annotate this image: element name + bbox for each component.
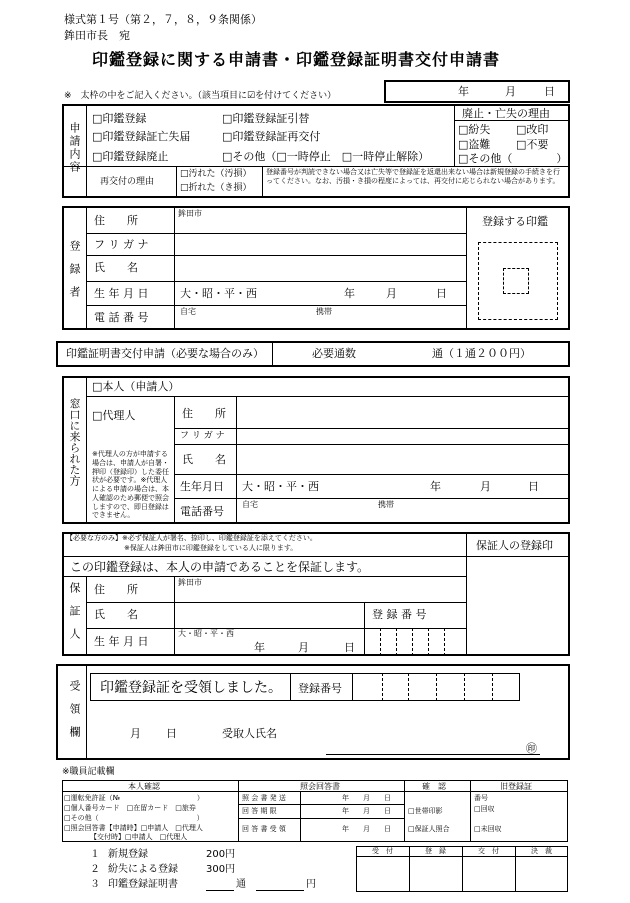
counter-furigana-label: フ リ ガ ナ xyxy=(180,431,225,441)
reg-birth-day: 日 xyxy=(436,287,447,300)
gua-birth-month: 月 xyxy=(298,641,309,654)
fee1-name: 新規登録 xyxy=(108,849,148,860)
staff-check-guarantor[interactable]: □保証人照合 xyxy=(408,825,450,833)
counter-phone-label: 電話番号 xyxy=(180,505,224,518)
opt-lost[interactable]: □印鑑登録証亡失届 xyxy=(92,130,191,143)
reg-seal-title: 登録する印鑑 xyxy=(482,215,548,228)
receipt-receiver-label: 受取人氏名 xyxy=(222,727,277,740)
receipt-statement: 印鑑登録証を受領しました。 xyxy=(100,680,282,696)
receipt-seal-mark: ㊞ xyxy=(526,742,537,755)
reg-furigana-label: フ リ ガ ナ xyxy=(94,238,149,251)
staff-inq-deadline: 回 答 期 限 xyxy=(242,807,277,815)
certificate-copies-unit[interactable]: 通（１通２００円） xyxy=(432,347,531,360)
receipt-day: 日 xyxy=(166,727,177,740)
staff-inq-sent-date[interactable]: 年 月 日 xyxy=(342,794,391,802)
guarantor-seal-title: 保証人の登録印 xyxy=(476,539,553,552)
instruction-text: ※ 太枠の中をご記入ください。（該当項目に☑を付けてください） xyxy=(64,91,337,101)
fee2-name: 紛失による登録 xyxy=(108,864,178,875)
date-year-label: 年 xyxy=(458,85,469,98)
counter-birth-label: 生年月日 xyxy=(180,480,224,493)
reg-birth-label: 生 年 月 日 xyxy=(94,287,149,300)
proc-register: 登 録 xyxy=(425,847,446,855)
counter-address-label: 住 所 xyxy=(182,407,226,420)
gua-birth-day: 日 xyxy=(344,641,355,654)
proc-accept: 受 付 xyxy=(372,847,393,855)
staff-old-not-collected[interactable]: □未回収 xyxy=(474,825,502,833)
fee2-no: ２ xyxy=(90,864,100,875)
reg-phone-home[interactable]: 自宅 xyxy=(180,307,196,316)
staff-title: ※職員記載欄 xyxy=(62,767,115,777)
counter-birth-year: 年 xyxy=(430,480,441,493)
request-label: 申請内容 xyxy=(68,122,81,174)
staff-col-check: 確 認 xyxy=(422,782,446,791)
fee3-name: 印鑑登録証明書 xyxy=(108,879,178,890)
guarantor-label: 保証人 xyxy=(68,582,81,651)
reg-birth-era[interactable]: 大・昭・平・西 xyxy=(180,287,257,300)
staff-col-inquiry: 照会回答書 xyxy=(300,782,340,791)
reg-seal-inner xyxy=(503,268,529,294)
counter-name-label: 氏 名 xyxy=(182,453,226,466)
reg-name-label: 氏 名 xyxy=(94,261,138,274)
receipt-reg-no-label: 登録番号 xyxy=(298,682,342,695)
gua-birth-era[interactable]: 大・昭・平・西 xyxy=(178,629,234,638)
fee1-no: １ xyxy=(90,849,100,860)
staff-inq-deadline-date[interactable]: 年 月 日 xyxy=(342,807,391,815)
counter-phone-mobile[interactable]: 携帯 xyxy=(378,500,394,509)
reason-other[interactable]: □その他（ ） xyxy=(458,152,568,165)
fee3-copies: 通 xyxy=(236,879,246,890)
counter-label: 窓口に来られた方 xyxy=(68,398,81,486)
gua-address-label: 住 所 xyxy=(94,583,138,596)
reg-address-label: 住 所 xyxy=(94,214,138,227)
counter-agent[interactable]: □代理人 xyxy=(92,409,136,422)
proc-issue: 交 付 xyxy=(478,847,499,855)
staff-id-license[interactable]: □運転免許証（№ ） xyxy=(64,794,204,802)
staff-inq-received-date[interactable]: 年 月 日 xyxy=(342,825,391,833)
receipt-month: 月 xyxy=(130,727,141,740)
counter-birth-day: 日 xyxy=(528,480,539,493)
reg-birth-year: 年 xyxy=(344,287,355,300)
reason-lost[interactable]: □紛失 xyxy=(458,123,491,136)
counter-phone-home[interactable]: 自宅 xyxy=(242,500,258,509)
staff-id-issue[interactable]: 【交付時】□申請人 □代理人 xyxy=(90,833,188,841)
registrant-label: 登録者 xyxy=(68,240,81,309)
staff-check-seal[interactable]: □世帯印影 xyxy=(408,807,443,815)
reason-theft[interactable]: □盗難 xyxy=(458,138,491,151)
reissue-note: 登録番号が判読できない場合又は亡失等で登録証を返還出来ない場合は新規登録の手続きを行ってください。なお、汚損・き損の程度によっては、再交付に応じられない場合があります。 xyxy=(266,168,560,185)
fee3-yen: 円 xyxy=(306,879,316,890)
reg-birth-month: 月 xyxy=(386,287,397,300)
guarantor-note1: 【必要な方のみ】※必ず保証人が署名、捺印し、印鑑登録証を添えてください。 xyxy=(66,534,317,542)
reason-unneeded[interactable]: □不要 xyxy=(516,138,549,151)
proc-approve: 決 裁 xyxy=(531,847,552,855)
staff-col-old-cert: 旧登録証 xyxy=(500,782,532,791)
guarantor-note2: ※保証人は鉾田市に印鑑登録をしている人に限ります。 xyxy=(124,544,298,552)
gua-birth-label: 生 年 月 日 xyxy=(94,635,149,648)
gua-address-value[interactable]: 鉾田市 xyxy=(178,578,202,587)
staff-old-no: 番号 xyxy=(474,794,488,802)
staff-id-other[interactable]: □その他（ ） xyxy=(64,814,204,822)
fee2-amount: 300円 xyxy=(206,864,236,875)
reissue-dirty[interactable]: □汚れた（汚損） xyxy=(180,169,252,179)
guarantor-statement: この印鑑登録は、本人の申請であることを保証します。 xyxy=(70,560,370,574)
counter-agent-note: ※代理人の方が申請する場合は、申請人が自署・押印（登録印）した委任状が必要です。※代理人による申請の場合は、本人確認のため郵便で照会しますので、即日登録はできません。 xyxy=(92,450,169,520)
counter-birth-month: 月 xyxy=(480,480,491,493)
addressee: 鉾田市長 宛 xyxy=(64,29,130,42)
page-title: 印鑑登録に関する申請書・印鑑登録証明書交付申請書 xyxy=(92,50,501,69)
certificate-copies-label: 必要通数 xyxy=(312,347,356,360)
counter-birth-era[interactable]: 大・昭・平・西 xyxy=(242,480,319,493)
reg-phone-mobile[interactable]: 携帯 xyxy=(316,307,332,316)
gua-name-label: 氏 名 xyxy=(94,608,138,621)
reg-address-value[interactable]: 鉾田市 xyxy=(178,209,202,218)
counter-self[interactable]: □本人（申請人） xyxy=(92,380,180,393)
date-day-label: 日 xyxy=(544,85,555,98)
reason-change[interactable]: □改印 xyxy=(516,123,549,136)
reissue-reason-label: 再交付の理由 xyxy=(100,177,155,187)
staff-col-identity: 本人確認 xyxy=(128,782,160,791)
gua-birth-year: 年 xyxy=(254,641,265,654)
staff-inq-sent: 照 会 書 発 送 xyxy=(242,794,286,802)
reason-title: 廃止・亡失の理由 xyxy=(462,107,550,120)
staff-id-mynumber[interactable]: □個人番号カード □在留カード □旅券 xyxy=(64,804,196,812)
fee1-amount: 200円 xyxy=(206,849,236,860)
staff-id-inquiry[interactable]: □照会回答書【申請時】□申請人 □代理人 xyxy=(64,824,203,832)
reg-phone-label: 電 話 番 号 xyxy=(94,311,149,324)
date-month-label: 月 xyxy=(505,85,516,98)
certificate-label: 印鑑証明書交付申請（必要な場合のみ） xyxy=(66,347,264,360)
staff-old-collected[interactable]: □回収 xyxy=(474,805,495,813)
reissue-broken[interactable]: □折れた（き損） xyxy=(180,183,252,193)
opt-abolish[interactable]: □印鑑登録廃止 xyxy=(92,150,169,163)
opt-other[interactable]: □その他（□一時停止 □一時停止解除） xyxy=(222,150,430,163)
receipt-label: 受領欄 xyxy=(68,680,81,749)
date-box[interactable] xyxy=(384,80,570,103)
gua-reg-no-label: 登 録 番 号 xyxy=(372,608,427,621)
opt-reissue[interactable]: □印鑑登録証再交付 xyxy=(222,130,321,143)
opt-takeover[interactable]: □印鑑登録証引替 xyxy=(222,112,310,125)
fee3-no: ３ xyxy=(90,879,100,890)
form-number: 様式第１号（第２，７，８，９条関係） xyxy=(64,13,262,26)
staff-inq-received: 回 答 書 受 領 xyxy=(242,825,286,833)
opt-register[interactable]: □印鑑登録 xyxy=(92,112,147,125)
